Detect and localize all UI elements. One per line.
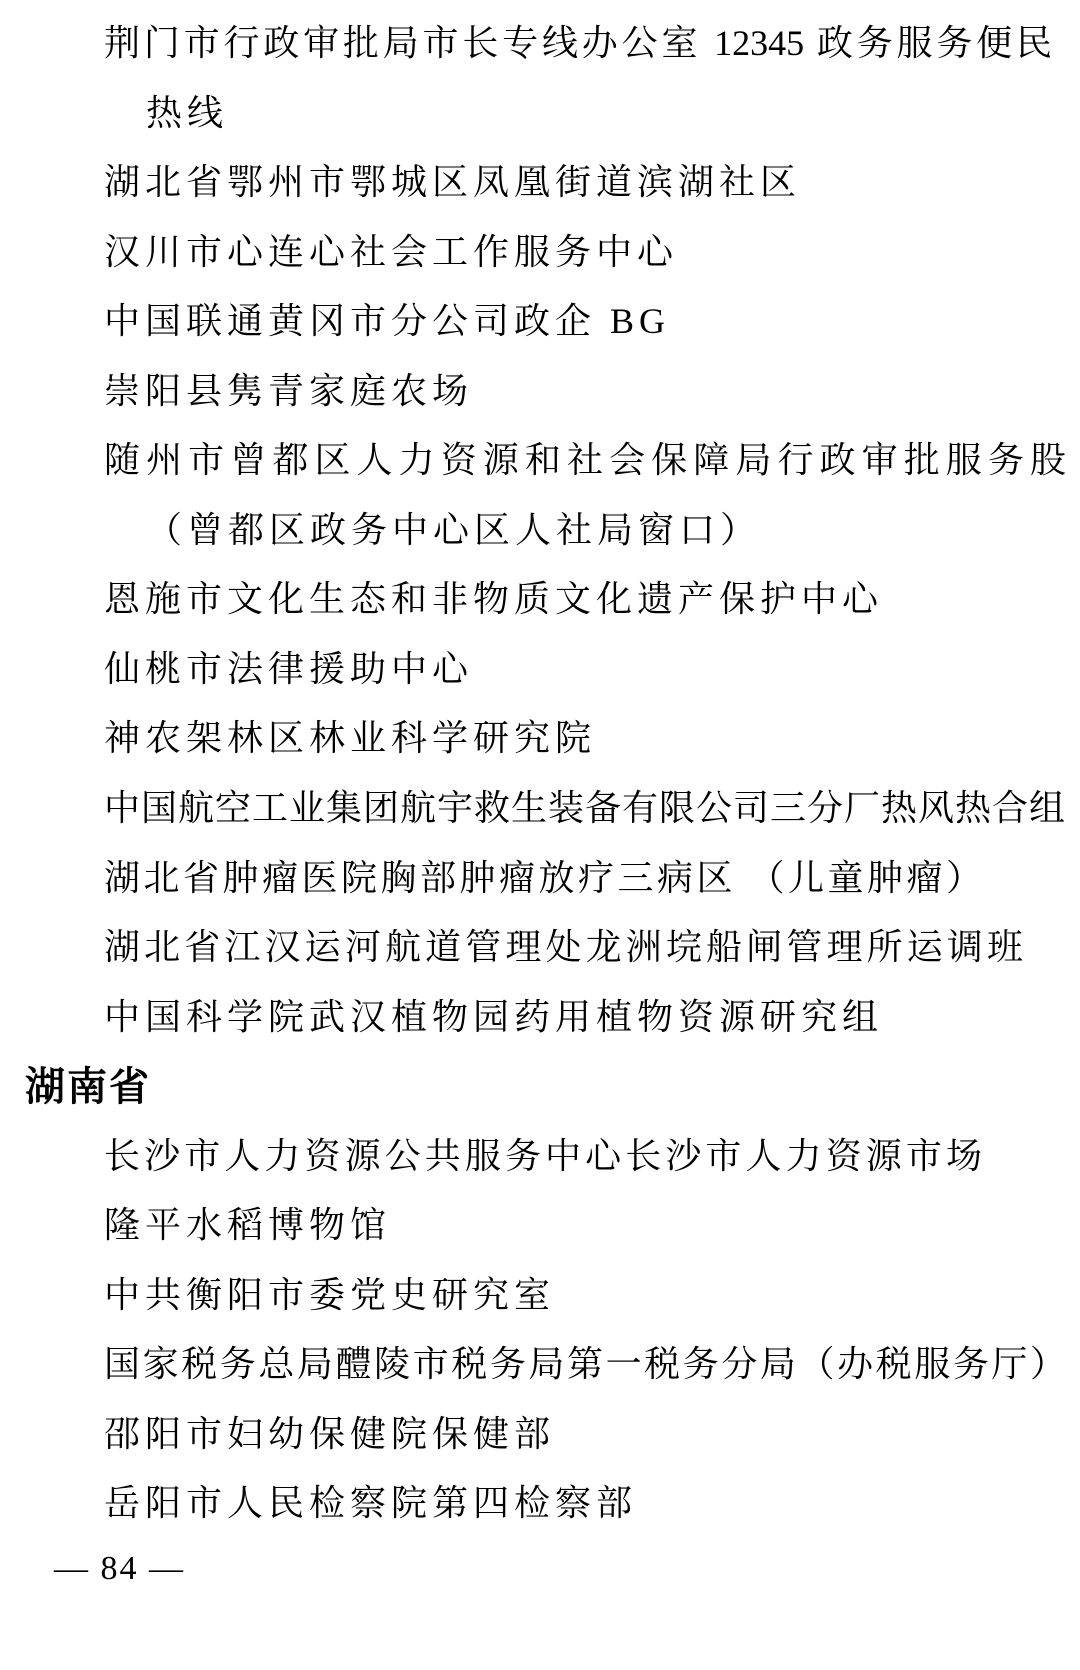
entry-line: 神农架林区林业科学研究院 — [104, 718, 597, 759]
entry-line: 汉川市心连心社会工作服务中心 — [104, 231, 679, 272]
entry-continuation-line: 热线 — [146, 92, 229, 133]
entry-line: 岳阳市人民检察院第四检察部 — [104, 1483, 638, 1524]
entry-line: 长沙市人力资源公共服务中心长沙市人力资源市场 — [104, 1135, 982, 1176]
entry-line: 隆平水稻博物馆 — [104, 1205, 392, 1246]
entry-line: 仙桃市法律援助中心 — [104, 648, 474, 689]
entry-continuation-line: （曾都区政务中心区人社局窗口） — [146, 509, 762, 550]
page-number: — 84 — — [54, 1550, 185, 1588]
entry-line: 湖北省鄂州市鄂城区凤凰街道滨湖社区 — [104, 162, 802, 203]
entry-line: 恩施市文化生态和非物质文化遗产保护中心 — [104, 579, 884, 620]
entry-line: 中国科学院武汉植物园药用植物资源研究组 — [104, 996, 884, 1037]
entry-line: 湖北省肿瘤医院胸部肿瘤放疗三病区 （儿童肿瘤） — [104, 857, 982, 898]
entry-line: 中共衡阳市委党史研究室 — [104, 1274, 556, 1315]
page-footer — [54, 1539, 1080, 1599]
entry-line: 随州市曾都区人力资源和社会保障局行政审批服务股 — [104, 440, 1066, 481]
entry-line: 荆门市行政审批局市长专线办公室 12345 政务服务便民 — [104, 23, 1052, 63]
entry-line: 国家税务总局醴陵市税务局第一税务分局（办税服务厅） — [104, 1344, 1066, 1385]
entry-line: 中国航空工业集团航宇救生装备有限公司三分厂热风热合组 — [104, 788, 1067, 829]
entry-line: 湖北省江汉运河航道管理处龙洲垸船闸管理所运调班 — [104, 927, 1023, 968]
entry-line: 崇阳县隽青家庭农场 — [104, 370, 474, 411]
entry-line: 中国联通黄冈市分公司政企 BG — [104, 301, 671, 342]
entry-line: 邵阳市妇幼保健院保健部 — [104, 1413, 556, 1454]
province-heading: 湖南省 — [25, 1064, 151, 1110]
